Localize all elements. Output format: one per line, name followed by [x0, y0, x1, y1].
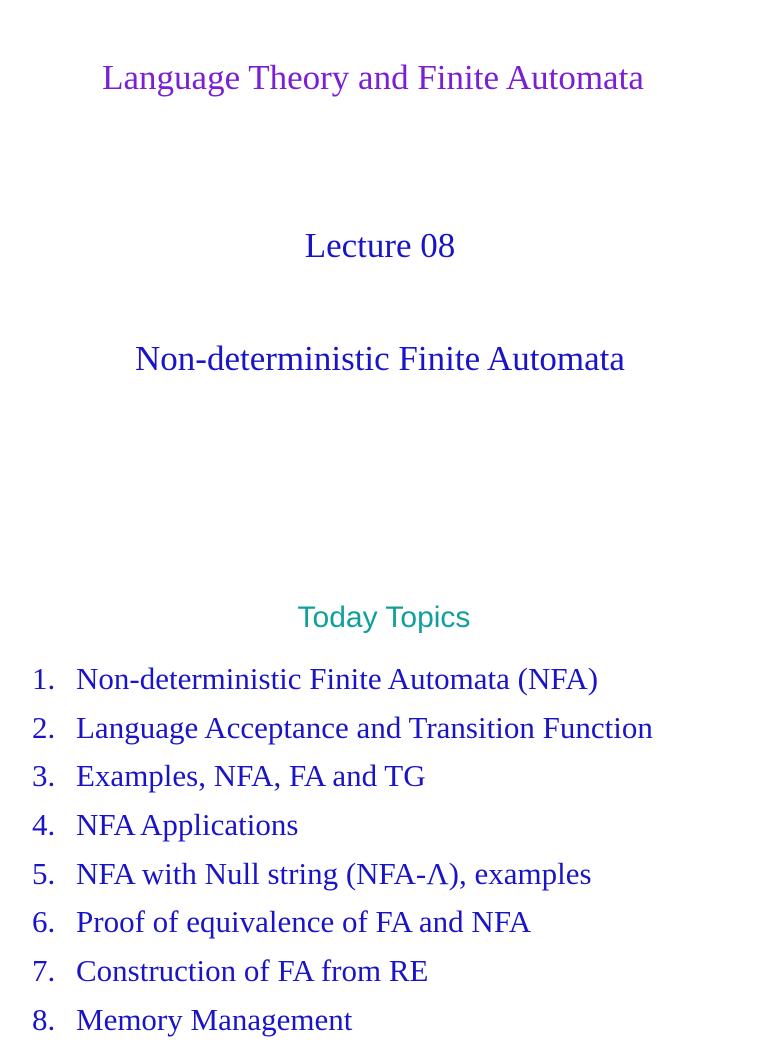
topic-text: Proof of equivalence of FA and NFA: [76, 904, 532, 940]
topic-item: [32, 801, 653, 850]
topic-text: NFA with Null string (NFA-Λ), examples: [76, 855, 592, 891]
topic-text: Memory Management: [76, 1001, 353, 1037]
topic-item: [32, 947, 653, 996]
topic-number: 8.: [32, 1001, 56, 1037]
topic-number: 3.: [32, 758, 56, 794]
topic-number: 6.: [32, 904, 56, 940]
topic-item: [32, 898, 653, 947]
topic-item: [32, 850, 653, 899]
topic-text: Examples, NFA, FA and TG: [76, 758, 426, 794]
topic-number: 1.: [32, 661, 56, 696]
lecture-topic: Non-deterministic Finite Automata: [135, 339, 625, 378]
topic-item: [32, 655, 653, 704]
topic-text: Construction of FA from RE: [76, 953, 429, 989]
topic-text: Non-deterministic Finite Automata (NFA): [76, 661, 599, 696]
topic-text: NFA Applications: [76, 807, 299, 843]
topics-heading: Today Topics: [297, 601, 471, 634]
topic-item: [32, 704, 653, 753]
topic-text: Language Acceptance and Transition Function: [76, 709, 653, 745]
topic-item: [32, 752, 653, 801]
topic-number: 7.: [32, 953, 56, 989]
lecture-number: Lecture 08: [304, 226, 456, 265]
topic-number: 5.: [32, 855, 56, 891]
topic-item: [32, 996, 653, 1045]
topic-number: 4.: [32, 807, 56, 843]
topic-number: 2.: [32, 709, 56, 745]
course-title: Language Theory and Finite Automata: [102, 58, 644, 97]
topics-list: [32, 655, 653, 1045]
